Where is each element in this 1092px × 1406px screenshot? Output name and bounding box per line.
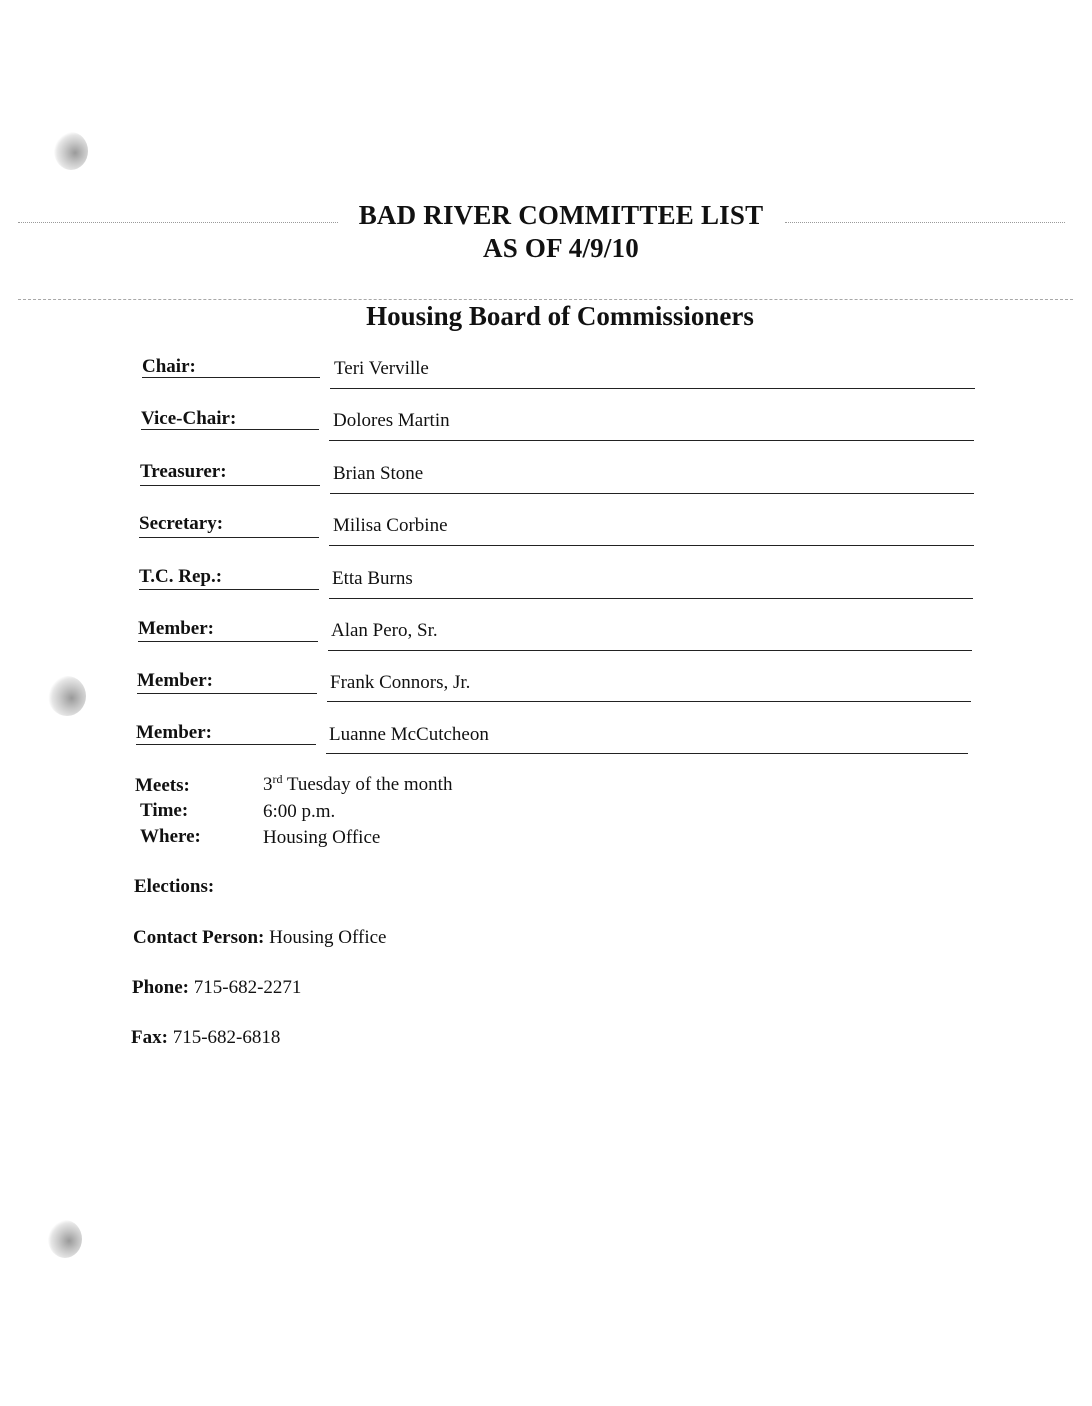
name-underline [328, 650, 972, 651]
fax-value: 715-682-6818 [167, 1027, 281, 1048]
officer-role: Member: [138, 618, 214, 639]
role-underline [142, 377, 320, 378]
officer-name: Teri Verville [334, 358, 429, 379]
contact-label: Contact Person: [133, 927, 265, 948]
officer-row-member [138, 618, 978, 658]
officer-name: Frank Connors, Jr. [330, 672, 471, 693]
officer-name: Etta Burns [332, 568, 413, 589]
officer-row-member [137, 670, 977, 710]
officer-role: T.C. Rep.: [139, 566, 223, 587]
officer-row-chair [142, 356, 982, 396]
officer-role: Chair: [142, 356, 196, 377]
meets-value [263, 774, 452, 796]
fax-line [131, 1027, 280, 1049]
role-underline [137, 693, 317, 694]
elections-label: Elections: [134, 876, 215, 897]
meets-label: Meets: [135, 775, 190, 796]
role-underline [139, 589, 319, 590]
officer-row-secretary [139, 513, 979, 553]
role-underline [140, 485, 320, 486]
officer-row-treasurer [140, 461, 980, 501]
officer-row-vice-chair [141, 408, 981, 448]
officer-name: Luanne McCutcheon [329, 724, 489, 745]
officer-role: Member: [137, 670, 213, 691]
name-underline [329, 545, 974, 546]
name-underline [329, 598, 973, 599]
officer-role: Secretary: [139, 513, 224, 534]
meets-ordinal: 3 [263, 774, 273, 795]
role-underline [139, 537, 319, 538]
officer-role: Treasurer: [140, 461, 227, 482]
role-underline [141, 429, 319, 430]
officer-name: Alan Pero, Sr. [331, 620, 438, 641]
time-value: 6:00 p.m. [263, 801, 336, 822]
officer-row-member [136, 722, 976, 762]
document-date: AS OF 4/9/10 [483, 233, 639, 263]
document-title: BAD RIVER COMMITTEE LIST [358, 200, 764, 230]
contact-line [133, 927, 386, 949]
officer-role: Vice-Chair: [141, 408, 237, 429]
phone-line [132, 977, 301, 999]
contact-value: Housing Office [264, 927, 387, 948]
phone-label: Phone: [132, 977, 189, 998]
officer-row-tc-rep [139, 566, 979, 606]
officer-role: Member: [136, 722, 212, 743]
meets-ordinal-suffix: rd [272, 772, 283, 786]
role-underline [138, 641, 318, 642]
where-value: Housing Office [263, 827, 381, 848]
name-underline [326, 753, 968, 754]
punch-hole [48, 1220, 82, 1258]
time-label: Time: [140, 800, 189, 821]
name-underline [330, 388, 975, 389]
fax-label: Fax: [131, 1027, 168, 1048]
phone-value: 715-682-2271 [189, 977, 302, 998]
meets-text: Tuesday of the month [282, 774, 453, 795]
officer-name: Milisa Corbine [333, 515, 448, 536]
officer-name: Brian Stone [333, 463, 424, 484]
where-label: Where: [140, 826, 201, 847]
name-underline [330, 493, 974, 494]
role-underline [136, 744, 316, 745]
officer-name: Dolores Martin [333, 410, 450, 431]
elections-line [134, 876, 214, 898]
board-name: Housing Board of Commissioners [366, 301, 754, 331]
name-underline [327, 701, 971, 702]
name-underline [329, 440, 974, 441]
